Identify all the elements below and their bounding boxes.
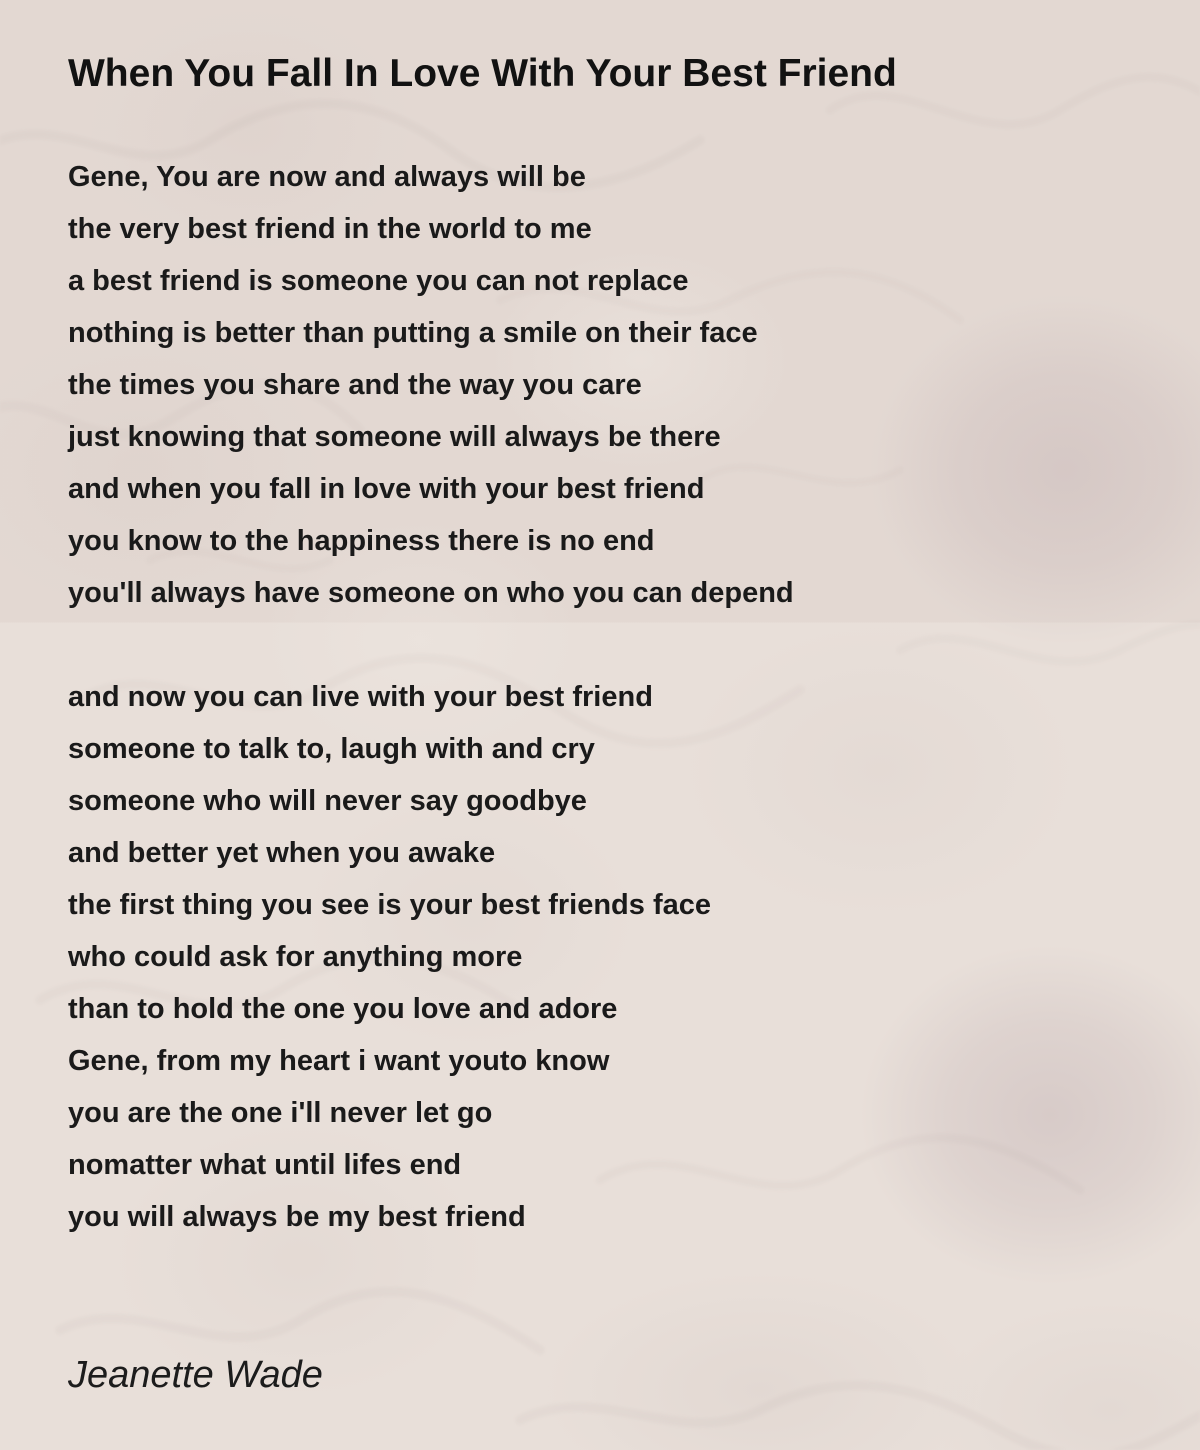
poem-line: nothing is better than putting a smile on their face bbox=[68, 317, 758, 349]
stanza-1 bbox=[68, 151, 1148, 619]
poem-line: a best friend is someone you can not replace bbox=[68, 265, 689, 297]
poem-line: Gene, from my heart i want youto know bbox=[68, 1045, 610, 1077]
poem-line: the very best friend in the world to me bbox=[68, 213, 592, 245]
poem-line: nomatter what until lifes end bbox=[68, 1149, 462, 1181]
poem-line: who could ask for anything more bbox=[68, 941, 523, 973]
stanza-2 bbox=[68, 671, 1148, 1243]
poem-line: and when you fall in love with your best friend bbox=[68, 473, 705, 505]
poem-content bbox=[68, 0, 1148, 1399]
poem-line: someone who will never say goodbye bbox=[68, 785, 587, 817]
poem-title: When You Fall In Love With Your Best Friend bbox=[68, 52, 897, 95]
poem-line: the first thing you see is your best friends face bbox=[68, 889, 711, 921]
poem-line: you will always be my best friend bbox=[68, 1201, 526, 1233]
poem-line: just knowing that someone will always be there bbox=[68, 421, 721, 453]
poem-line: and now you can live with your best friend bbox=[68, 681, 653, 713]
poem-line: Gene, You are now and always will be bbox=[68, 161, 586, 193]
author-signature: Jeanette Wade bbox=[68, 1354, 323, 1396]
poem-line: the times you share and the way you care bbox=[68, 369, 642, 401]
poem-line: you are the one i'll never let go bbox=[68, 1097, 493, 1129]
poem-line: someone to talk to, laugh with and cry bbox=[68, 733, 595, 765]
poem-line: than to hold the one you love and adore bbox=[68, 993, 618, 1025]
poem-line: you know to the happiness there is no end bbox=[68, 525, 655, 557]
poem-line: and better yet when you awake bbox=[68, 837, 496, 869]
poem-line: you'll always have someone on who you can depend bbox=[68, 577, 794, 609]
